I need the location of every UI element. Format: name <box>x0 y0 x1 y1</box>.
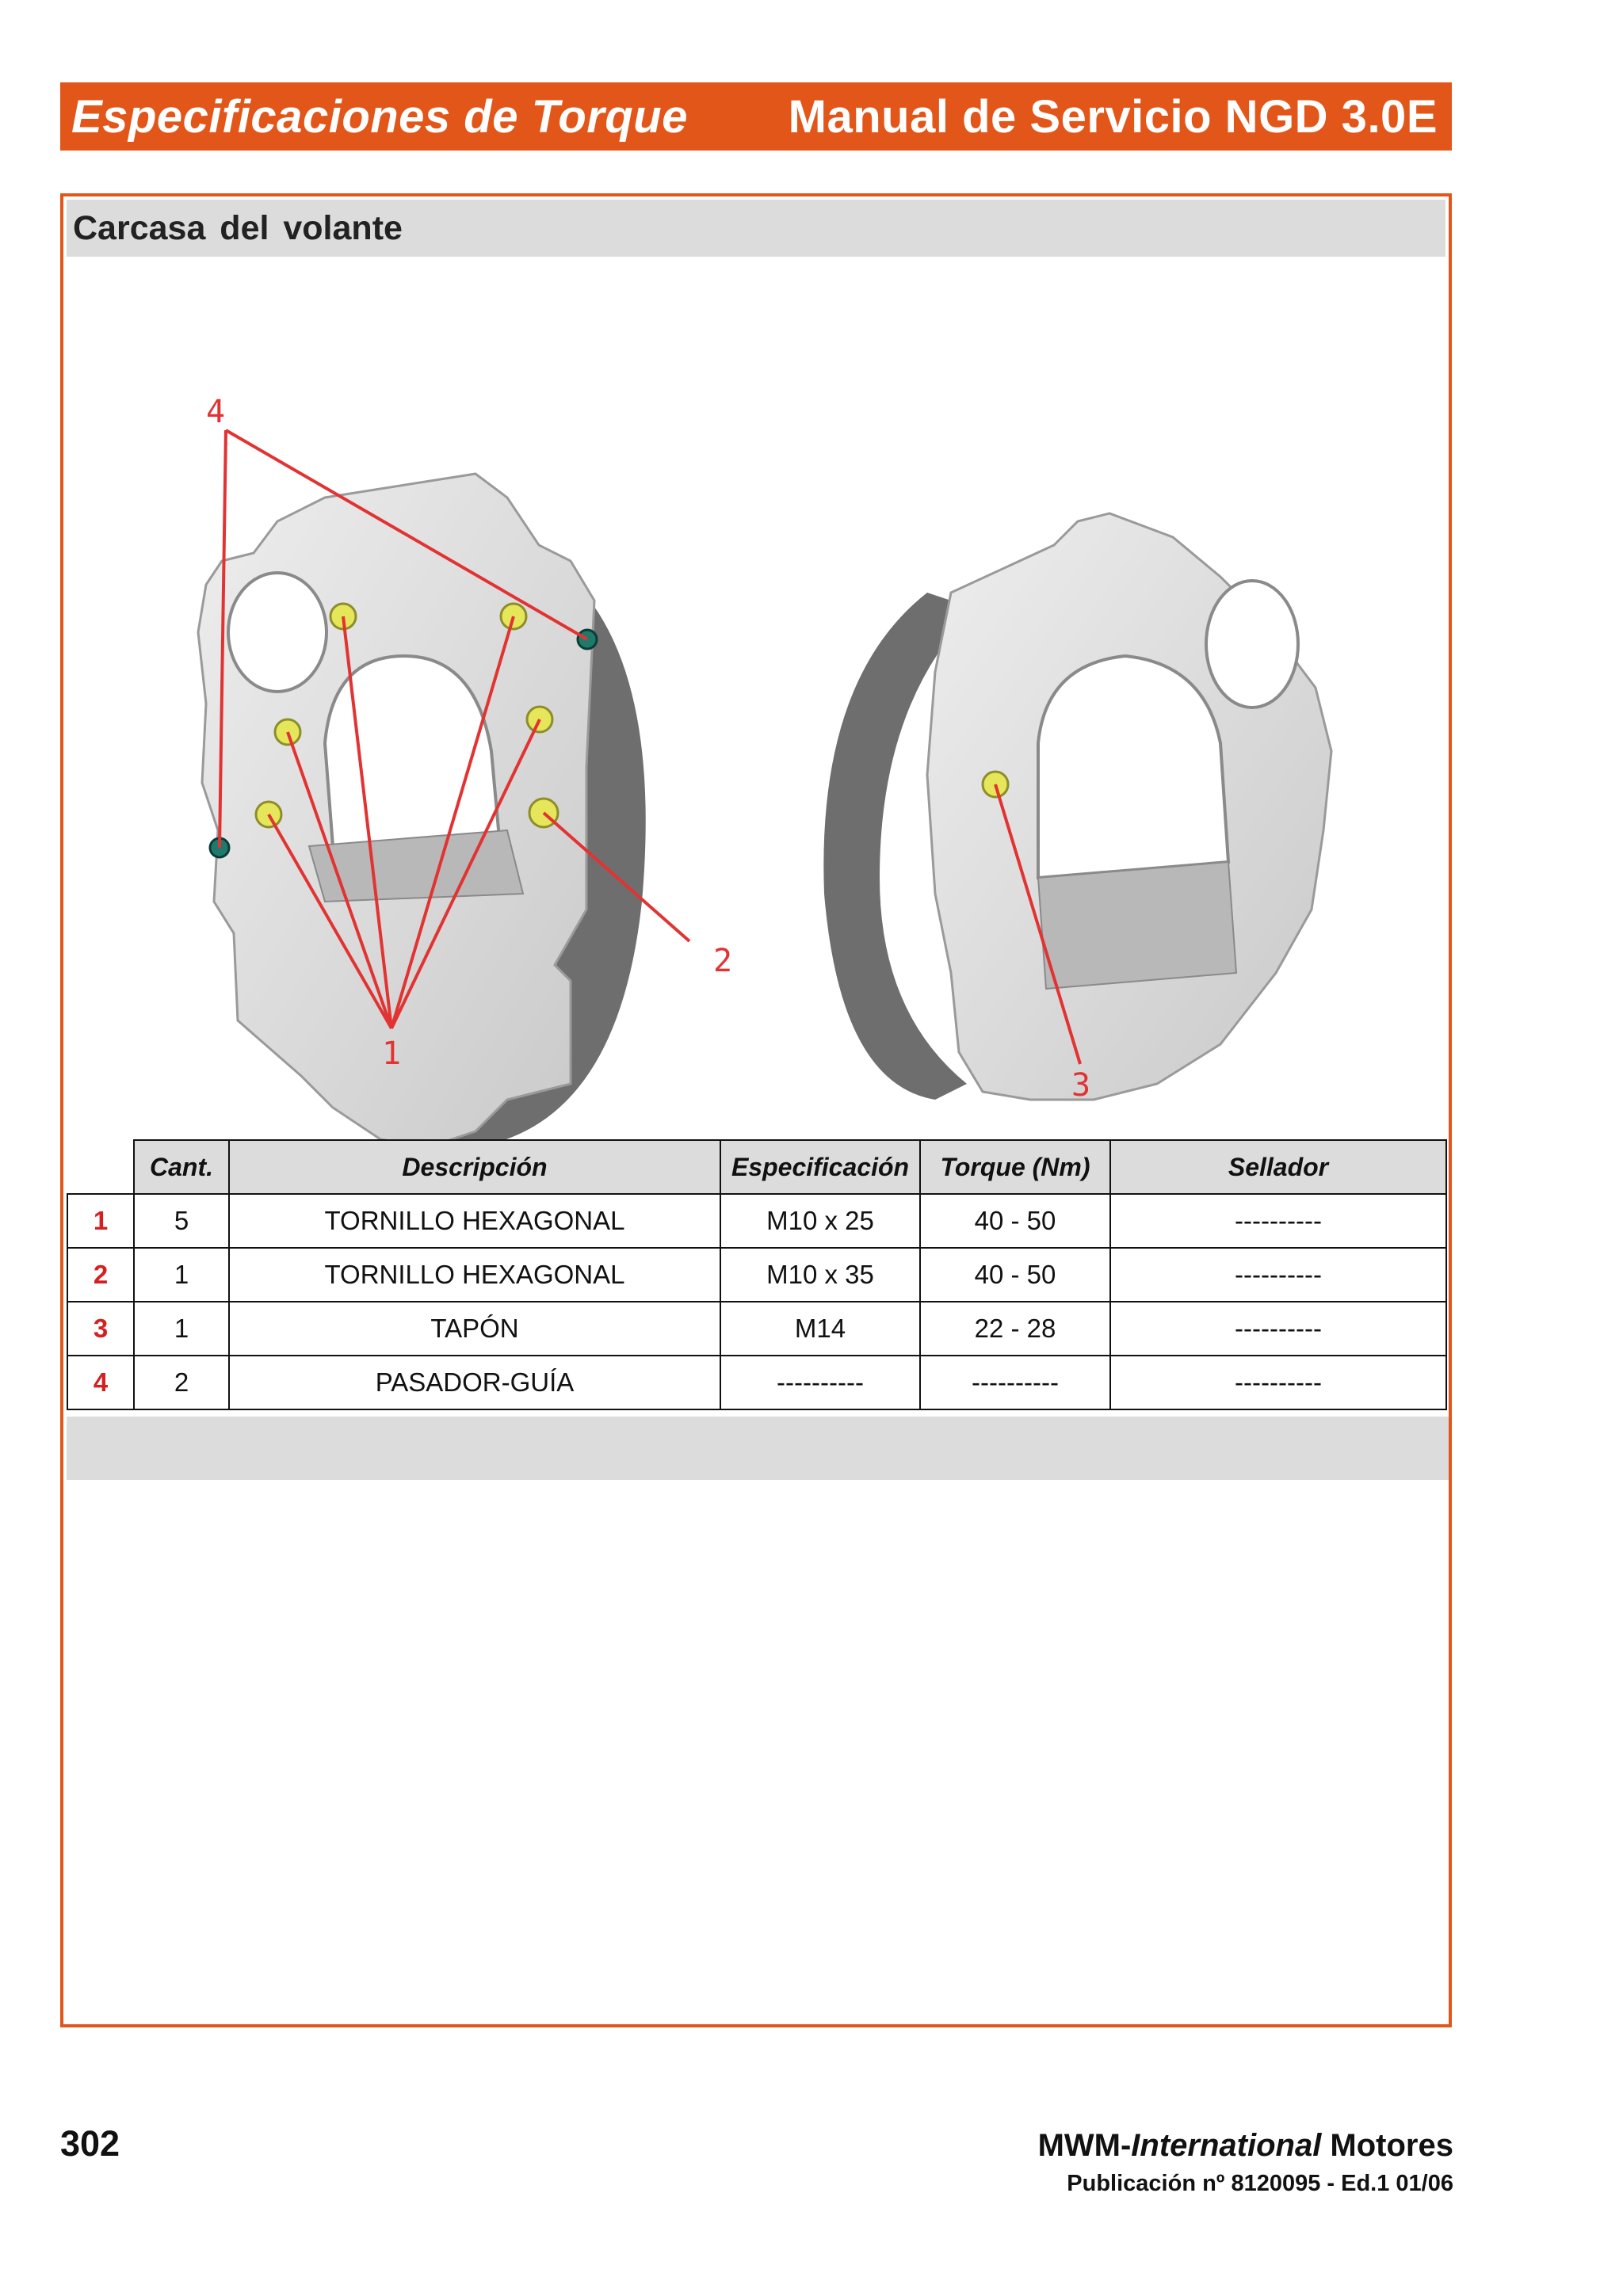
row-cant: 2 <box>134 1356 229 1409</box>
callout-label-1: 1 <box>382 1035 402 1072</box>
row-number: 2 <box>67 1248 134 1302</box>
brand-italic: International <box>1131 2128 1322 2163</box>
callout-label-4: 4 <box>206 394 226 430</box>
row-cant: 5 <box>134 1194 229 1248</box>
housing-right-view <box>823 513 1331 1100</box>
row-especificacion: ---------- <box>720 1356 920 1409</box>
header-bar <box>60 82 1452 151</box>
housing-left-view <box>198 474 646 1147</box>
row-descripcion: TORNILLO HEXAGONAL <box>229 1248 720 1302</box>
table-row <box>67 1302 1446 1356</box>
row-torque: 40 - 50 <box>920 1248 1110 1302</box>
section-header-title: Especificaciones de Torque <box>71 90 688 143</box>
row-especificacion: M10 x 25 <box>720 1194 920 1248</box>
brand-prefix: MWM- <box>1037 2128 1132 2163</box>
header-sellador: Sellador <box>1110 1140 1446 1194</box>
row-sellador: ---------- <box>1110 1356 1446 1409</box>
header-torque: Torque (Nm) <box>920 1140 1110 1194</box>
row-especificacion: M10 x 35 <box>720 1248 920 1302</box>
callout-label-2: 2 <box>713 943 733 979</box>
table-row <box>67 1356 1446 1409</box>
row-torque: 22 - 28 <box>920 1302 1110 1356</box>
row-torque: 40 - 50 <box>920 1194 1110 1248</box>
row-cant: 1 <box>134 1302 229 1356</box>
page-number: 302 <box>60 2123 120 2164</box>
row-especificacion: M14 <box>720 1302 920 1356</box>
row-descripcion: TAPÓN <box>229 1302 720 1356</box>
row-number: 3 <box>67 1302 134 1356</box>
brand-suffix: Motores <box>1321 2128 1453 2163</box>
brand-line <box>1038 2128 1453 2164</box>
row-cant: 1 <box>134 1248 229 1302</box>
manual-title: Manual de Servicio NGD 3.0E <box>788 90 1438 143</box>
table-header-row <box>67 1140 1446 1194</box>
row-descripcion: PASADOR-GUÍA <box>229 1356 720 1409</box>
row-number: 1 <box>67 1194 134 1248</box>
row-torque: ---------- <box>920 1356 1110 1409</box>
torque-spec-table <box>67 1139 1447 1410</box>
row-descripcion: TORNILLO HEXAGONAL <box>229 1194 720 1248</box>
header-blank-cell <box>67 1140 134 1194</box>
header-descripcion: Descripción <box>229 1140 720 1194</box>
header-especificacion: Especificación <box>720 1140 920 1194</box>
table-footer-band <box>67 1417 1449 1480</box>
publication-line: Publicación nº 8120095 - Ed.1 01/06 <box>1067 2171 1453 2196</box>
row-sellador: ---------- <box>1110 1248 1446 1302</box>
callout-label-3: 3 <box>1071 1067 1091 1104</box>
row-sellador: ---------- <box>1110 1194 1446 1248</box>
row-number: 4 <box>67 1356 134 1409</box>
section-title: Carcasa del volante <box>67 200 1445 257</box>
table-row <box>67 1248 1446 1302</box>
header-cant: Cant. <box>134 1140 229 1194</box>
table-row <box>67 1194 1446 1248</box>
row-sellador: ---------- <box>1110 1302 1446 1356</box>
content-frame <box>60 193 1452 2027</box>
